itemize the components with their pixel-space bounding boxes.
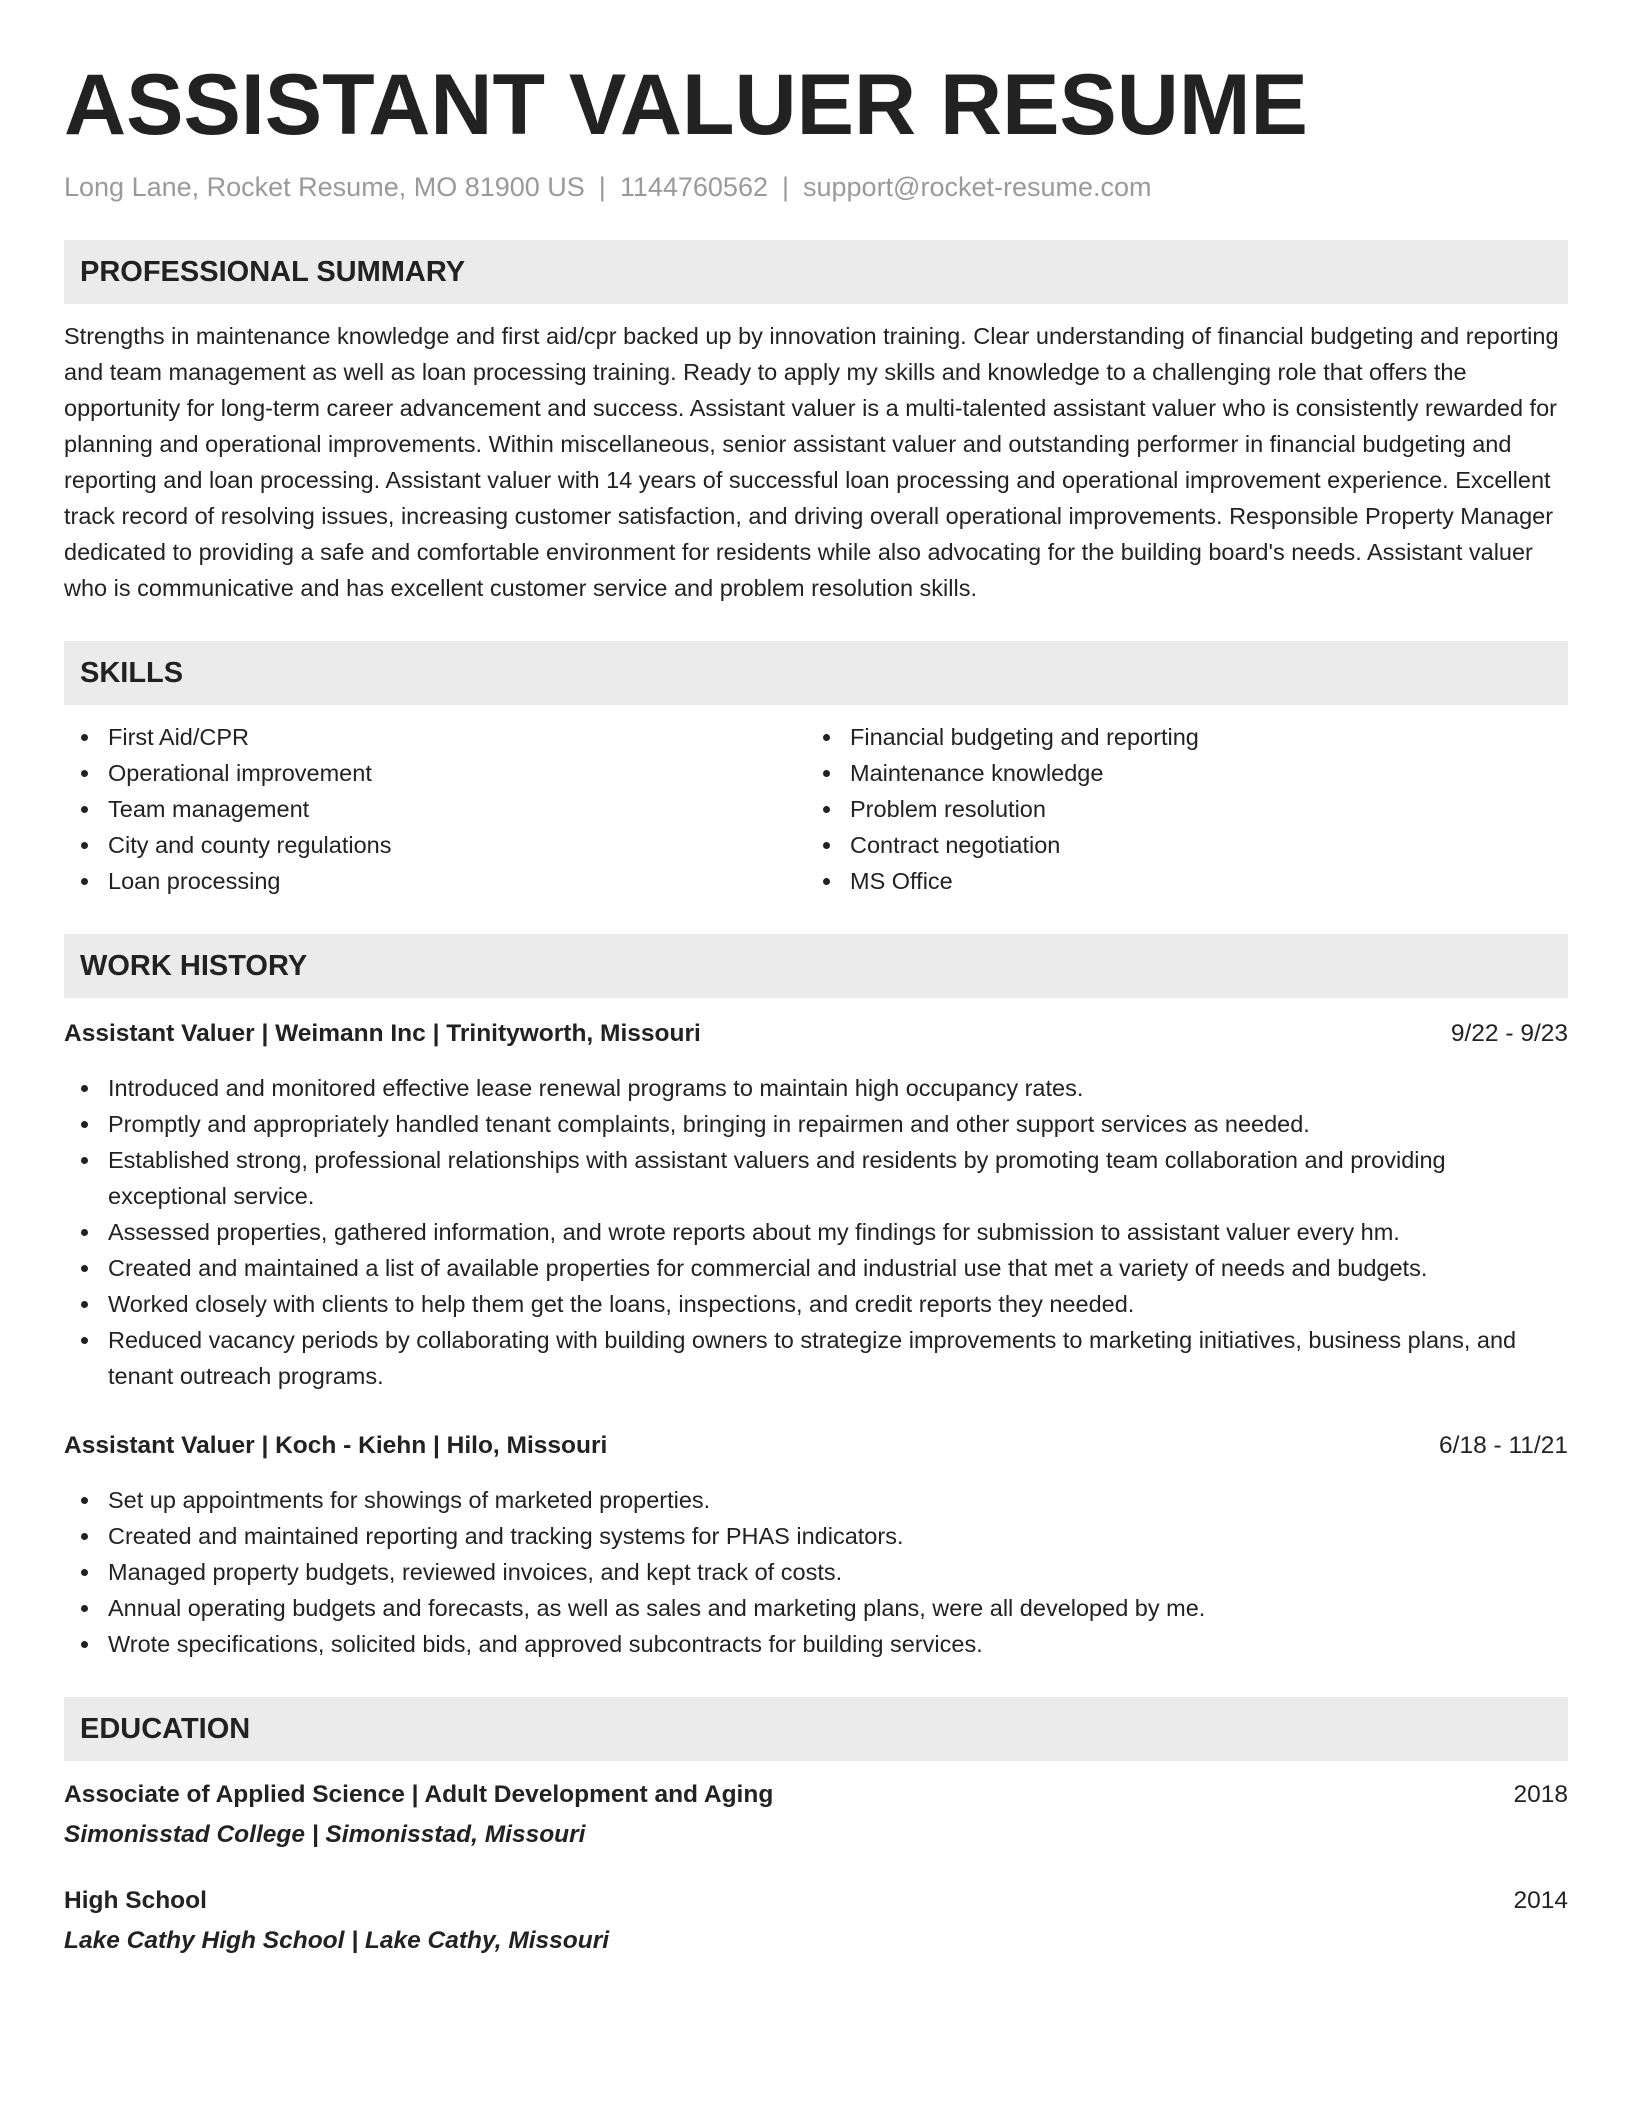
job-bullets bbox=[64, 1482, 1568, 1662]
contact-address: Long Lane, Rocket Resume, MO 81900 US bbox=[64, 172, 585, 202]
resume-page bbox=[64, 0, 1568, 1959]
skill-item: First Aid/CPR bbox=[64, 719, 806, 755]
education-degree: Associate of Applied Science | Adult Development and Aging bbox=[64, 1781, 774, 1808]
skill-item: City and county regulations bbox=[64, 827, 806, 863]
section-header-work-history: WORK HISTORY bbox=[64, 934, 1568, 998]
job-dates: 9/22 - 9/23 bbox=[1450, 1020, 1568, 1047]
job-title: Assistant Valuer | Koch - Kiehn | Hilo, Missouri bbox=[64, 1432, 608, 1459]
skill-item: Contract negotiation bbox=[806, 827, 1548, 863]
job-bullet: Created and maintained a list of available properties for commercial and industrial use that met a variety of needs and budgets. bbox=[64, 1250, 1568, 1286]
job-bullet: Promptly and appropriately handled tenant complaints, bringing in repairmen and other support services as needed. bbox=[64, 1106, 1568, 1142]
job-bullet: Wrote specifications, solicited bids, and approved subcontracts for building services. bbox=[64, 1626, 1568, 1662]
education-header bbox=[64, 1777, 1568, 1813]
education-degree: High School bbox=[64, 1887, 207, 1914]
resume-title: ASSISTANT VALUER RESUME bbox=[64, 57, 1308, 153]
job-bullet: Created and maintained reporting and tracking systems for PHAS indicators. bbox=[64, 1518, 1568, 1554]
education-year: 2014 bbox=[1513, 1887, 1568, 1914]
summary-text: Strengths in maintenance knowledge and first aid/cpr backed up by innovation training. Clear understanding of financial budgeting and reporting and team management as well as loan processing training. Ready to apply my skills and knowledge to a challenging role that offers the opportunity for long-term career advancement and success. Assistant valuer is a multi-talented assistant valuer who is consistently rewarded for planning and operational improvements. Within miscellaneous, senior assistant valuer and outstanding performer in financial budgeting and reporting and loan processing. Assistant valuer with 14 years of successful loan processing and operational improvement experience. Excellent track record of resolving issues, increasing customer satisfaction, and driving overall operational improvements. Responsible Property Manager dedicated to providing a safe and comfortable environment for residents while also advocating for the building board's needs. Assistant valuer who is communicative and has excellent customer service and problem resolution skills. bbox=[64, 323, 1559, 601]
job-header bbox=[64, 1016, 1568, 1052]
skills-column-right bbox=[806, 719, 1548, 899]
education-entry bbox=[64, 1883, 1568, 1959]
skill-item: Financial budgeting and reporting bbox=[806, 719, 1548, 755]
contact-separator: | bbox=[598, 172, 606, 202]
contact-separator: | bbox=[781, 172, 789, 202]
job-bullet: Introduced and monitored effective lease renewal programs to maintain high occupancy rates. bbox=[64, 1070, 1568, 1106]
contact-phone: 1144760562 bbox=[619, 172, 768, 202]
skill-item: Operational improvement bbox=[64, 755, 806, 791]
skill-item: MS Office bbox=[806, 863, 1548, 899]
job-bullet: Managed property budgets, reviewed invoices, and kept track of costs. bbox=[64, 1554, 1568, 1590]
job-bullet: Worked closely with clients to help them get the loans, inspections, and credit reports they needed. bbox=[64, 1286, 1568, 1322]
job-dates: 6/18 - 11/21 bbox=[1439, 1432, 1568, 1459]
skill-item: Problem resolution bbox=[806, 791, 1548, 827]
job-entry bbox=[64, 1016, 1568, 1394]
job-bullet: Established strong, professional relationships with assistant valuers and residents by promoting team collaboration and providing exceptional service. bbox=[64, 1142, 1568, 1214]
job-bullet: Annual operating budgets and forecasts, as well as sales and marketing plans, were all developed by me. bbox=[64, 1590, 1568, 1626]
section-header-education: EDUCATION bbox=[64, 1697, 1568, 1761]
skills-column-left bbox=[64, 719, 806, 899]
education-header bbox=[64, 1883, 1568, 1919]
job-bullet: Assessed properties, gathered information, and wrote reports about my findings for submission to assistant valuer every hm. bbox=[64, 1214, 1568, 1250]
skills-list bbox=[64, 719, 1568, 899]
skill-item: Team management bbox=[64, 791, 806, 827]
education-entry bbox=[64, 1777, 1568, 1853]
skill-item: Loan processing bbox=[64, 863, 806, 899]
job-bullet: Set up appointments for showings of marketed properties. bbox=[64, 1482, 1568, 1518]
job-bullet: Reduced vacancy periods by collaborating with building owners to strategize improvements to marketing initiatives, business plans, and tenant outreach programs. bbox=[64, 1322, 1568, 1394]
job-header bbox=[64, 1428, 1568, 1464]
education-year: 2018 bbox=[1513, 1781, 1568, 1808]
job-entry bbox=[64, 1428, 1568, 1662]
skill-item: Maintenance knowledge bbox=[806, 755, 1548, 791]
section-header-summary: PROFESSIONAL SUMMARY bbox=[64, 240, 1568, 304]
education-school: Lake Cathy High School | Lake Cathy, Missouri bbox=[64, 1927, 610, 1954]
job-title: Assistant Valuer | Weimann Inc | Trinityworth, Missouri bbox=[64, 1020, 701, 1047]
job-bullets bbox=[64, 1070, 1568, 1394]
contact-email: support@rocket-resume.com bbox=[803, 172, 1152, 202]
contact-line bbox=[64, 169, 1568, 205]
education-school: Simonisstad College | Simonisstad, Missouri bbox=[64, 1821, 586, 1848]
section-header-skills: SKILLS bbox=[64, 641, 1568, 705]
